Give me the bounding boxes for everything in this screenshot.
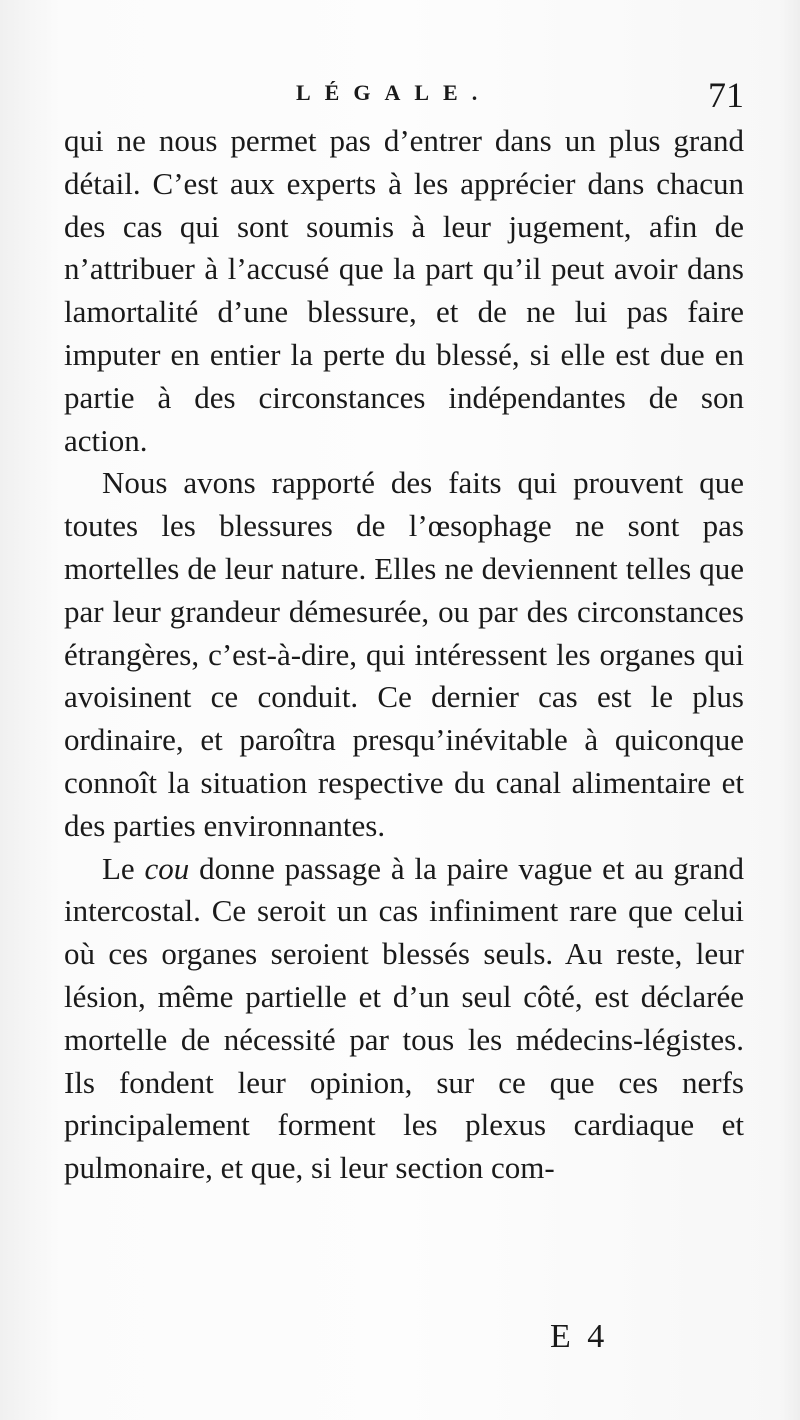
signature-mark: E 4: [550, 1318, 609, 1355]
body-text: [64, 120, 744, 1190]
paragraph-3-start: Le: [102, 850, 145, 886]
paragraph-1: qui ne nous permet pas d’entrer dans un plus grand détail. C’est aux experts à les apprécier dans chacun des cas qui sont soumis à leur jugement, afin de n’attribuer à l’accusé que la part qu’il peut avoir dans lamortalité d’une blessure, et de ne lui pas faire imputer en entier la perte du blessé, si elle est due en partie à des circonstances indépendantes de son action.: [64, 123, 744, 458]
emphasis-cou: cou: [144, 850, 190, 886]
paragraph-3-rest: donne passage à la paire vague et au grand intercostal. Ce seroit un cas infiniment rare que celui où ces organes seroient blessés seuls. Au reste, leur lésion, même partielle et d’un seul côté, est déclarée mortelle de nécessité par tous les médecins-légistes. Ils fondent leur opinion, sur ce que ces nerfs principalement forment les plexus cardiaque et pulmonaire, et que, si leur section com-: [64, 850, 744, 1186]
running-head: [0, 72, 800, 115]
page-number: 71: [708, 75, 744, 115]
paragraph-3: [64, 848, 744, 1190]
running-title: LÉGALE.: [296, 80, 492, 105]
paragraph-2: Nous avons rapporté des faits qui prouvent que toutes les blessures de l’œsophage ne sont pas mortelles de leur nature. Elles ne deviennent telles que par leur grandeur démesurée, ou par des circonstances étrangères, c’est-à-dire, qui intéressent les organes qui avoisinent ce conduit. Ce dernier cas est le plus ordinaire, et paroîtra presqu’inévitable à quiconque connoît la situation respective du canal alimentaire et des parties environnantes.: [64, 465, 744, 843]
